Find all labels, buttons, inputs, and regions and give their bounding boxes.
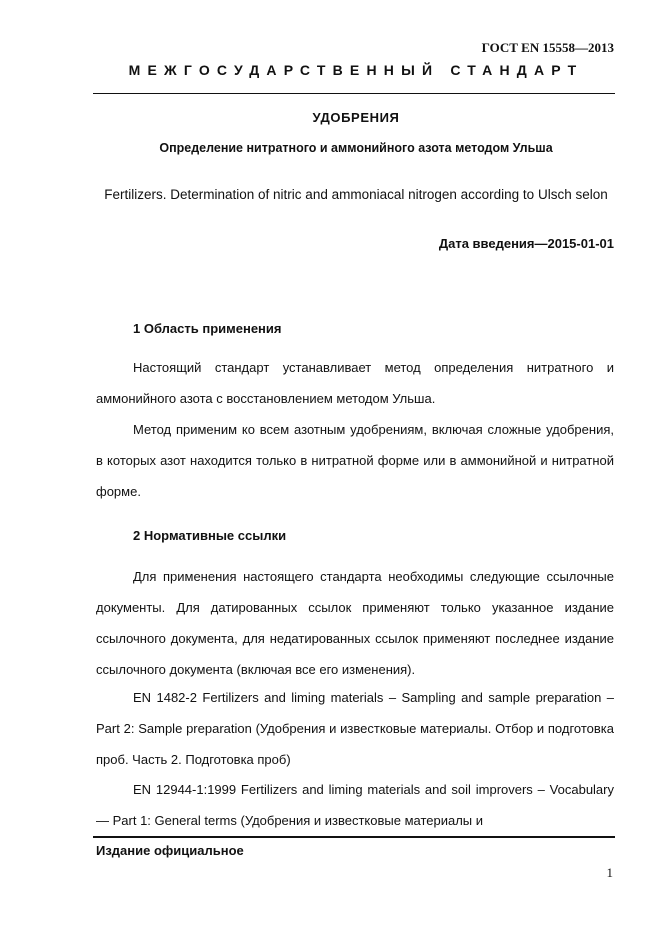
footer-divider — [93, 836, 615, 838]
interstate-standard-label: МЕЖГОСУДАРСТВЕННЫЙ СТАНДАРТ — [128, 62, 584, 78]
reference-en-1482-2: EN 1482-2 Fertilizers and liming materials – Sampling and sample preparation – Part 2: Sample preparation (Удобрения и известковые материалы. Отбор и подготовка проб. Часть 2. Подготовка проб) — [96, 690, 614, 767]
section-1-paragraph-1: Настоящий стандарт устанавливает метод определения нитратного и аммонийного азота с восстановлением методом Ульша. — [96, 360, 614, 406]
introduction-date: Дата введения—2015-01-01 — [438, 236, 614, 251]
document-subtitle: Определение нитратного и аммонийного азота методом Ульша — [159, 141, 553, 155]
section-1-paragraph-2: Метод применим ко всем азотным удобрениям, включая сложные удобрения, в которых азот находится только в нитратной форме или в аммонийной и нитратной форме. — [96, 422, 614, 499]
english-title: Fertilizers. Determination of nitric and ammoniacal nitrogen according to Ulsch selon — [104, 187, 608, 202]
page-number: 1 — [606, 865, 613, 880]
section-2-heading: 2 Нормативные ссылки — [133, 528, 287, 543]
reference-en-12944-1: EN 12944-1:1999 Fertilizers and liming materials and soil improvers – Vocabulary — Part 1: General terms (Удобрения и известковые материалы и — [96, 782, 614, 828]
document-code: ГОСТ EN 15558—2013 — [481, 40, 614, 55]
official-edition-label: Издание официальное — [96, 843, 244, 858]
document-title: УДОБРЕНИЯ — [312, 110, 400, 125]
section-1-heading: 1 Область применения — [133, 321, 282, 336]
section-2-paragraph-1: Для применения настоящего стандарта необходимы следующие ссылочные документы. Для датированных ссылок применяют только указанное издание ссылочного документа, для недатированных ссылок применяют последнее издание ссылочного документа (включая все его изменения). — [96, 569, 614, 677]
